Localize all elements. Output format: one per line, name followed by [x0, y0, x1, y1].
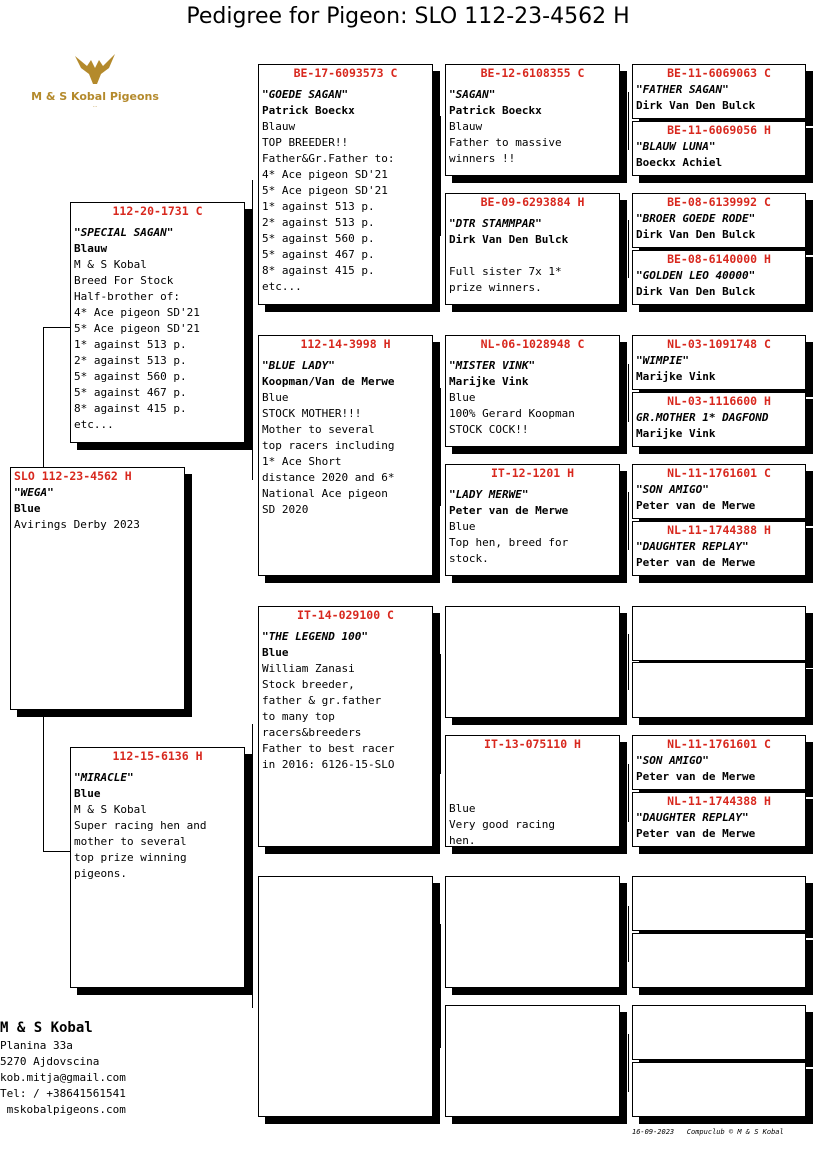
pigeon-name: "BLAUW LUNA"	[636, 140, 716, 153]
footer: 16-09-2023 Compuclub © M & S Kobal	[632, 1128, 784, 1136]
connector-line	[440, 924, 441, 1048]
pigeon-color: Blue	[262, 646, 289, 659]
breeder: Marijke Vink	[636, 427, 716, 440]
pigeon-name: "WIMPIE"	[636, 354, 689, 367]
pigeon-card-gggp-11	[632, 735, 806, 790]
ring-number	[449, 607, 616, 623]
info-line: TOP BREEDER!!	[262, 136, 349, 149]
pigeon-card-gggp-13	[632, 876, 806, 931]
info-line: pigeons.	[74, 867, 127, 880]
owner-email: kob.mitja@gmail.com	[0, 1071, 126, 1084]
ring-number: BE-08-6140000 H	[667, 252, 771, 266]
pigeon-card-sire-sire	[258, 64, 433, 305]
ring-number: IT-13-075110 H	[484, 737, 581, 751]
pigeon-card-ggp-4	[445, 464, 620, 576]
info-line: Blue	[262, 391, 289, 404]
breeder: Patrick Boeckx	[449, 104, 542, 117]
pigeon-card-gggp-7	[632, 464, 806, 519]
owner-phone: Tel: / +38641561541	[0, 1087, 126, 1100]
connector-line	[628, 634, 629, 690]
ring-number: 112-15-6136 H	[112, 749, 203, 763]
info-line	[449, 789, 616, 801]
ring-number	[636, 607, 802, 623]
breeder: Peter van de Merwe	[636, 827, 756, 840]
ring-number: BE-12-6108355 C	[480, 66, 585, 80]
pigeon-name: "SON AMIGO"	[636, 754, 709, 767]
info-line: top racers including	[262, 439, 395, 452]
ring-number: NL-11-1744388 H	[667, 523, 771, 537]
info-line: William Zanasi	[262, 662, 355, 675]
connector-line	[43, 327, 71, 328]
pigeon-card-sire-dam	[258, 335, 433, 576]
info-line: 5* against 467 p.	[74, 386, 187, 399]
ring-number: NL-11-1744388 H	[667, 794, 771, 808]
pigeon-name: "GOLDEN LEO 40000"	[636, 269, 756, 282]
connector-line	[628, 220, 629, 278]
ring-number: 112-20-1731 C	[112, 204, 203, 218]
ring-number: BE-17-6093573 C	[293, 66, 398, 80]
breeder: Dirk Van Den Bulck	[636, 285, 756, 298]
pigeon-card-dam-dam	[258, 876, 433, 1117]
ring-number	[636, 877, 802, 893]
info-line: Super racing hen and	[74, 819, 207, 832]
ring-number	[262, 877, 429, 893]
breeder: Dirk Van Den Bulck	[449, 233, 569, 246]
info-line: Father to massive	[449, 136, 562, 149]
pigeon-color: Blue	[74, 787, 101, 800]
info-line: in 2016: 6126-15-SLO	[262, 758, 395, 771]
pigeon-name: "DAUGHTER REPLAY"	[636, 540, 749, 553]
info-line: hen.	[449, 834, 476, 847]
info-line: STOCK MOTHER!!!	[262, 407, 362, 420]
breeder: Patrick Boeckx	[262, 104, 355, 117]
owner-address: Planina 33a	[0, 1039, 73, 1052]
pigeon-name: "BLUE LADY"	[262, 359, 335, 372]
info-line: Blue	[449, 520, 476, 533]
pigeon-name: "DAUGHTER REPLAY"	[636, 811, 749, 824]
info-line: Blue	[449, 802, 476, 815]
connector-line	[628, 492, 629, 550]
connector-line	[628, 92, 629, 150]
info-line: top prize winning	[74, 851, 187, 864]
info-line: father & gr.father	[262, 694, 382, 707]
ring-number: BE-09-6293884 H	[480, 195, 585, 209]
pigeon-card-gggp-16	[632, 1062, 806, 1117]
connector-line	[628, 1034, 629, 1092]
ring-number: IT-12-1201 H	[490, 466, 575, 480]
info-line: prize winners.	[449, 281, 542, 294]
info-line: Blue	[449, 391, 476, 404]
connector-line	[628, 364, 629, 422]
info-line: 5* against 467 p.	[262, 248, 375, 261]
owner-name: M & S Kobal	[0, 1020, 93, 1036]
breeder: Peter van de Merwe	[636, 499, 756, 512]
ring-number	[636, 1006, 802, 1022]
pigeon-card-ggp-7	[445, 876, 620, 988]
connector-line	[43, 851, 71, 852]
pigeon-name: "THE LEGEND 100"	[262, 630, 368, 643]
info-line: 1* against 513 p.	[262, 200, 375, 213]
breeder: Dirk Van Den Bulck	[636, 228, 756, 241]
info-line: STOCK COCK!!	[449, 423, 529, 436]
info-line: etc...	[262, 280, 302, 293]
connector-line	[440, 388, 441, 506]
ring-number: 112-14-3998 H	[300, 337, 391, 351]
info-line: Full sister 7x 1*	[449, 265, 562, 278]
pigeon-name: "BROER GOEDE RODE"	[636, 212, 756, 225]
ring-number: BE-11-6069063 C	[667, 66, 771, 80]
pigeon-card-sire	[70, 202, 245, 443]
info-line: Stock breeder,	[262, 678, 355, 691]
info-line: 4* Ace pigeon SD'21	[262, 168, 388, 181]
breeder: Dirk Van Den Bulck	[636, 99, 756, 112]
info-line	[449, 757, 616, 773]
info-line	[449, 773, 616, 789]
pigeon-card-ggp-2	[445, 193, 620, 305]
ring-number	[449, 1006, 616, 1022]
breeder: Peter van de Merwe	[636, 770, 756, 783]
connector-line	[252, 724, 253, 1008]
pigeon-name: "SPECIAL SAGAN"	[74, 226, 174, 239]
pigeon-card-gggp-15	[632, 1005, 806, 1060]
info-line: 5* against 560 p.	[74, 370, 187, 383]
info-line: 5* Ace pigeon SD'21	[262, 184, 388, 197]
ring-number: NL-06-1028948 C	[480, 337, 585, 351]
breeder: Peter van de Merwe	[636, 556, 756, 569]
pigeon-color: Blue	[14, 502, 41, 515]
info-line: Father to best racer	[262, 742, 395, 755]
info-line: 100% Gerard Koopman	[449, 407, 575, 420]
info-line: Avirings Derby 2023	[14, 518, 140, 531]
connector-line	[43, 327, 44, 468]
info-line: Blauw	[262, 120, 296, 133]
info-line: 4* Ace pigeon SD'21	[74, 306, 200, 319]
pigeon-card-gggp-12	[632, 792, 806, 847]
pigeon-name: "LADY MERWE"	[449, 488, 529, 501]
pigeon-card-subject	[10, 467, 185, 710]
connector-line	[628, 764, 629, 822]
pigeon-name: "DTR STAMMPAR"	[449, 217, 542, 230]
info-line: Very good racing	[449, 818, 555, 831]
info-line: Top hen, breed for	[449, 536, 569, 549]
ring-number	[636, 934, 802, 950]
owner-info	[0, 1018, 126, 1118]
info-line: stock.	[449, 552, 489, 565]
info-line: 5* Ace pigeon SD'21	[74, 322, 200, 335]
pigeon-card-gggp-5	[632, 335, 806, 390]
info-line: National Ace pigeon	[262, 487, 388, 500]
page-title: Pedigree for Pigeon: SLO 112-23-4562 H	[186, 4, 630, 29]
connector-line	[440, 116, 441, 236]
info-line: racers&breeders	[262, 726, 362, 739]
pigeon-card-dam	[70, 747, 245, 988]
ring-number: NL-11-1761601 C	[667, 466, 771, 480]
pigeon-card-gggp-10	[632, 662, 806, 718]
ring-number: IT-14-029100 C	[297, 608, 394, 622]
ring-number: NL-03-1091748 C	[667, 337, 771, 351]
pigeon-card-gggp-6	[632, 392, 806, 447]
pigeon-color: Blauw	[74, 242, 108, 255]
info-line: M & S Kobal	[74, 803, 147, 816]
pigeon-card-gggp-8	[632, 521, 806, 576]
pigeon-card-ggp-8	[445, 1005, 620, 1117]
info-line: SD 2020	[262, 503, 309, 516]
pigeon-card-ggp-5	[445, 606, 620, 718]
pigeon-name: "WEGA"	[14, 486, 54, 499]
info-line: Breed For Stock	[74, 274, 174, 287]
pigeon-card-dam-sire	[258, 606, 433, 847]
ring-number: BE-08-6139992 C	[667, 195, 771, 209]
breeder: Marijke Vink	[449, 375, 529, 388]
pigeon-name: "SON AMIGO"	[636, 483, 709, 496]
ring-number: NL-03-1116600 H	[667, 394, 771, 408]
pigeon-name: "SAGAN"	[449, 88, 496, 101]
info-line: 8* against 415 p.	[74, 402, 187, 415]
pigeon-name: "MIRACLE"	[74, 771, 134, 784]
breeder: Marijke Vink	[636, 370, 716, 383]
logo-brand: M & S Kobal Pigeons	[31, 90, 159, 103]
info-line: 1* Ace Short	[262, 455, 342, 468]
eagle-logo-icon	[73, 52, 117, 86]
logo-tagline: ...	[92, 103, 98, 109]
breeder: Peter van de Merwe	[449, 504, 569, 517]
pigeon-card-ggp-6	[445, 735, 620, 847]
pigeon-name: "MISTER VINK"	[449, 359, 536, 372]
info-line: 1* against 513 p.	[74, 338, 187, 351]
pigeon-card-gggp-9	[632, 606, 806, 661]
info-line: winners !!	[449, 152, 516, 165]
info-line: Mother to several	[262, 423, 375, 436]
pigeon-card-ggp-3	[445, 335, 620, 447]
info-line	[449, 248, 616, 264]
pigeon-card-gggp-4	[632, 250, 806, 305]
ring-number: BE-11-6069056 H	[667, 123, 771, 137]
pigeon-card-gggp-2	[632, 121, 806, 176]
pigeon-card-gggp-14	[632, 933, 806, 988]
info-line: Father&Gr.Father to:	[262, 152, 395, 165]
info-line: 2* against 513 p.	[262, 216, 375, 229]
pigeon-name: "FATHER SAGAN"	[636, 83, 729, 96]
info-line: 5* against 560 p.	[262, 232, 375, 245]
pigeon-card-gggp-3	[632, 193, 806, 248]
breeder: Koopman/Van de Merwe	[262, 375, 395, 388]
pigeon-name: GR.MOTHER 1* DAGFOND	[636, 411, 769, 424]
pigeon-card-gggp-1	[632, 64, 806, 119]
ring-number: SLO 112-23-4562 H	[14, 469, 132, 483]
info-line: 8* against 415 p.	[262, 264, 375, 277]
owner-website: mskobalpigeons.com	[0, 1103, 126, 1116]
info-line: etc...	[74, 418, 114, 431]
info-line: M & S Kobal	[74, 258, 147, 271]
pigeon-name: "GOEDE SAGAN"	[262, 88, 349, 101]
ring-number	[449, 877, 616, 893]
info-line: to many top	[262, 710, 335, 723]
connector-line	[252, 180, 253, 480]
info-line: mother to several	[74, 835, 187, 848]
info-line: Half-brother of:	[74, 290, 180, 303]
info-line: distance 2020 and 6*	[262, 471, 395, 484]
owner-city: 5270 Ajdovscina	[0, 1055, 100, 1068]
ring-number	[636, 663, 802, 679]
breeder: Boeckx Achiel	[636, 156, 723, 169]
logo	[30, 52, 160, 109]
info-line: Blauw	[449, 120, 483, 133]
connector-line	[628, 906, 629, 962]
connector-line	[43, 710, 44, 851]
ring-number: NL-11-1761601 C	[667, 737, 771, 751]
ring-number	[636, 1063, 802, 1079]
pigeon-card-ggp-1	[445, 64, 620, 176]
connector-line	[440, 654, 441, 774]
info-line: 2* against 513 p.	[74, 354, 187, 367]
